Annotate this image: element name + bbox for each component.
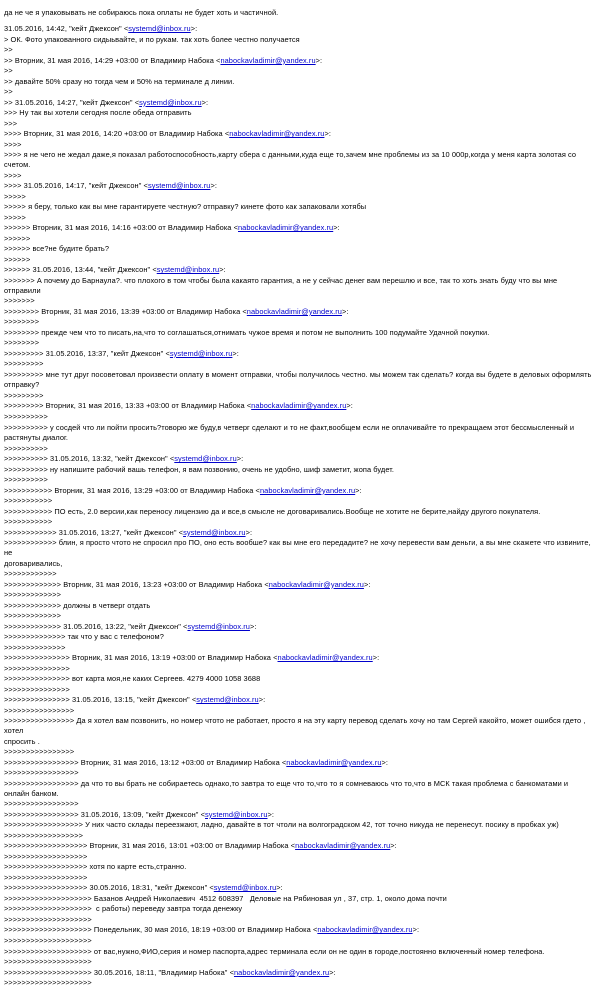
message-line: >>>>>>>>: [4, 317, 40, 327]
message-line: >> давайте 50% сразу но тогда чем и 50% на терминале д линии.: [4, 76, 235, 86]
email-address-link[interactable]: nabockavladimir@yandex.ru: [229, 129, 325, 139]
email-address-link[interactable]: nabockavladimir@yandex.ru: [238, 223, 334, 233]
email-address-link[interactable]: nabockavladimir@yandex.ru: [251, 401, 347, 411]
message-line: >>>>>>>>>>>>>>>>>>>>: [4, 914, 92, 924]
email-address-link[interactable]: systemd@inbox.ru: [139, 97, 202, 107]
quoted-header-line: >>>>>>>>>>>>>>>>>>>> Понедельник, 30 мая 2016, 18:19 +03:00 от Владимир Набока <nabockavladimir@yandex.ru>:: [4, 925, 420, 935]
quoted-header-line: >>>>>>>>> Вторник, 31 мая 2016, 13:33 +03:00 от Владимир Набока <nabockavladimir@yandex.ru>:: [4, 401, 353, 411]
message-line: >>>>>>>>>>>>>>>>>>: [4, 830, 84, 840]
message-line: >>>>>>>>>>>>>>>>>>>: [4, 872, 88, 882]
quoted-header-line: >>>>>>>>>>>>> 31.05.2016, 13:22, "кейт Джексон" <systemd@inbox.ru>:: [4, 621, 257, 631]
email-address-link[interactable]: nabockavladimir@yandex.ru: [295, 841, 391, 851]
message-line: >>>>>>>>>>>>>>>>: [4, 747, 75, 757]
message-line: >>>>>>>> прежде чем что то писать,на,что то соглашаться,отнимать чужое время и потом не выполнить 100 подумайте Удачной покупки.: [4, 327, 490, 337]
message-line: >>>>> я беру, только как вы мне гарантируете честную? отправку? кинете фото как запаковали хотябы: [4, 202, 367, 212]
message-line: >>>>>>>>>>>>>>>>> да что то вы брать не собираетесь однако,то завтра то еще что то,что то я сомневаюсь что то,что в МСК такая проблема с банкоматами и онлайн банком.: [4, 778, 571, 798]
message-line: >>>>>>>>>>: [4, 475, 48, 485]
email-address-link[interactable]: nabockavladimir@yandex.ru: [277, 653, 373, 663]
message-line: >>>>>>>>>>>>>>: [4, 642, 66, 652]
quoted-header-line: >>>>>>>>>>>>>>>>>>> Вторник, 31 мая 2016, 13:01 +03:00 от Владимир Набока <nabockavladimir@yandex.ru>:: [4, 841, 397, 851]
quoted-header-line: >>>>>>>>>> 31.05.2016, 13:32, "кейт Джексон" <systemd@inbox.ru>:: [4, 454, 244, 464]
message-line: >>>>>>>>>>>>>>>>>> У них часто склады переезжают, ладно, давайте в тот чтоли на волгоградском 42, тот точно никуда не перенесут. посику в пробках уж): [4, 820, 559, 830]
message-line: >>>>>> все?не будите брать?: [4, 244, 110, 254]
message-line: >>>>>>>>>> ну напишите рабочий вашь телефон, я вам позвонию, очень не удобно, шиф заметит, жопа будет.: [4, 464, 395, 474]
email-address-link[interactable]: nabockavladimir@yandex.ru: [286, 757, 382, 767]
message-line: >>>>>>>>>>>> блин, я просто чтото не спросил про ПО, оно есть вообше? как вы мне его передадите? не хочу перевести вам деньги, а вы мне скажете что извините, не: [4, 538, 593, 558]
message-line: >>>>>>>>>>>>>>>>>>>> от вас,нужно,ФИО,серия и номер паспорта,адрес терминала если он не один в городе,постоянно включенный номер телефона.: [4, 946, 545, 956]
message-line: >>>>>>>>>>>>>>>>>>>>: [4, 978, 92, 988]
message-line: >>>>>>>>>> у сосдей что ли пойти просить?товорю же буду,в четверг сделают и то не факт,вообщем если не оплачивайте то прекращаем этот бессмысленный и: [4, 422, 575, 432]
thread-body: [4, 8, 592, 989]
message-line: >>>>>>>>>>>>>>>>>>>>: [4, 936, 92, 945]
message-line: растянуты диалог.: [4, 433, 68, 443]
message-line: >>>>>>>>>>>>>>> вот карта моя,не каких Сергеев. 4279 4000 1058 3688: [4, 674, 261, 684]
quoted-header-line: >>>>>>>>>>>>> Вторник, 31 мая 2016, 13:23 +03:00 от Владимир Набока <nabockavladimir@yandex.ru>:: [4, 579, 371, 589]
message-line: >>>>>>>>>>>>: [4, 569, 57, 579]
message-line: >>>>>>>>>>>>>> так что у вас с телефоном?: [4, 632, 164, 642]
message-line: спросить .: [4, 736, 40, 746]
message-line: >>>>>>>>: [4, 338, 40, 348]
message-line: >>>>>>>>>>>>>>>> Да я хотел вам позвонить, но номер чтото не работает, просто я на эту карту перевод сделать хочу но там Сергей какойто, может ошибся гдето , хотел: [4, 716, 588, 736]
quoted-header-line: >>>>>>>>>>>> 31.05.2016, 13:27, "кейт Джексон" <systemd@inbox.ru>:: [4, 527, 253, 537]
email-address-link[interactable]: nabockavladimir@yandex.ru: [220, 55, 316, 65]
message-line: >>>>>>>>>>>>>>>>>>>> с работы) переведу завтра тогда денежку: [4, 904, 243, 914]
message-line: >>: [4, 87, 13, 97]
message-line: >>>>>>>>>>>>>>>>>: [4, 768, 79, 778]
message-line: >>>>>>>>>>: [4, 443, 48, 453]
message-line: > ОК. Фото упакованного сидыьвайте, и по рукам. так хоть более честно получается: [4, 34, 300, 44]
message-line: >>: [4, 66, 13, 76]
message-line: договаривались,: [4, 558, 63, 568]
message-line: >>>>>>>>> мне тут друг посоветовал произвести оплату в момент отправки, чтобы получилось честно. мы можем так сделать? когда вы будете в деловых оформлять: [4, 369, 592, 379]
quoted-header-line: >>>>>>>>> 31.05.2016, 13:37, "кейт Джексон" <systemd@inbox.ru>:: [4, 348, 239, 358]
email-address-link[interactable]: systemd@inbox.ru: [169, 348, 233, 358]
message-line: >>>>>>>>>>> ПО есть, 2.0 версии,как переносу лицензию да и все,в смысле не договаривались.Вообще не хотите не берите,найду другого покупателя.: [4, 506, 541, 516]
message-line: отправку?: [4, 380, 40, 390]
message-line: >>>>>>>: [4, 296, 35, 306]
quoted-header-line: >>>>>>>>>>>>>>>>> Вторник, 31 мая 2016, 13:12 +03:00 от Владимир Набока <nabockavladimir@yandex.ru>:: [4, 757, 389, 767]
quoted-header-line: >>>>>>>>>>>>>>> 31.05.2016, 13:15, "кейт Джексон" <systemd@inbox.ru>:: [4, 695, 266, 705]
message-line: >>: [4, 45, 13, 55]
message-line: >>>>>>>>>>>>> должны в четверг отдать: [4, 600, 151, 610]
message-line: >>>>>>>>>>>>>: [4, 590, 62, 600]
message-line: >>>>>>>>>>>>>: [4, 611, 62, 621]
email-address-link[interactable]: nabockavladimir@yandex.ru: [246, 306, 342, 316]
message-line: >>>: [4, 118, 18, 128]
email-address-link[interactable]: systemd@inbox.ru: [128, 24, 191, 34]
email-address-link[interactable]: nabockavladimir@yandex.ru: [259, 485, 356, 495]
message-line: >>>>>>>>>>>>>>>>>>> хотя по карте есть,странно.: [4, 862, 187, 872]
email-address-link[interactable]: nabockavladimir@yandex.ru: [317, 925, 413, 935]
message-line: да не че я упаковывать не собираюсь пока оплаты не будет хоть и частичной.: [4, 8, 279, 17]
message-line: >>>>>>: [4, 254, 31, 264]
quoted-header-line: >> Вторник, 31 мая 2016, 14:29 +03:00 от Владимир Набока <nabockavladimir@yandex.ru>:: [4, 55, 323, 65]
quoted-header-line: >>>>>>>>>>>>>>> Вторник, 31 мая 2016, 13:19 +03:00 от Владимир Набока <nabockavladimir@yandex.ru>:: [4, 653, 380, 663]
email-address-link[interactable]: systemd@inbox.ru: [174, 454, 237, 464]
email-address-link[interactable]: systemd@inbox.ru: [187, 621, 250, 631]
message-line: >>>>>>: [4, 233, 31, 243]
message-line: >>>>: [4, 139, 22, 149]
message-line: >>>>>>>>>>>>>>>>>: [4, 799, 79, 809]
email-address-link[interactable]: systemd@inbox.ru: [196, 695, 259, 705]
message-line: >>>>>>>>>>>>>>>: [4, 684, 70, 694]
message-line: >>>>>: [4, 212, 26, 222]
message-line: >>>>>>>>>>>>>>>: [4, 663, 70, 673]
message-line: >>>>: [4, 170, 22, 180]
quoted-header-line: >>>>>>>>>>> Вторник, 31 мая 2016, 13:29 +03:00 от Владимир Набока <nabockavladimir@yandex.ru>:: [4, 485, 362, 495]
email-address-link[interactable]: systemd@inbox.ru: [147, 181, 211, 191]
message-line: >>>>>>>>>>>>>>>>: [4, 705, 75, 715]
message-line: >>>>>>>>>: [4, 390, 44, 400]
message-line: >>>>>>>>>: [4, 359, 44, 369]
quoted-header-line: >>>> 31.05.2016, 14:17, "кейт Джексон" <systemd@inbox.ru>:: [4, 181, 217, 191]
email-address-link[interactable]: systemd@inbox.ru: [205, 809, 268, 819]
message-line: >>>>>>> А почему до Барнаула?. что плохого в том чтобы была какаято гарантия, а не у сейчас денег вам перешлю и все, так то хоть знать буду что вы мне отправили: [4, 275, 560, 295]
message-line: >>>>>>>>>>>>>>>>>>>>: [4, 957, 92, 967]
quoted-header-line: >>>>>>>>>>>>>>>>>>>> 30.05.2016, 18:11, "Владимир Набока" <nabockavladimir@yandex.ru>:: [4, 967, 336, 977]
email-address-link[interactable]: nabockavladimir@yandex.ru: [233, 967, 330, 977]
email-address-link[interactable]: systemd@inbox.ru: [183, 527, 246, 537]
email-address-link[interactable]: systemd@inbox.ru: [213, 883, 277, 893]
message-line: >>>>>>>>>>>: [4, 517, 53, 527]
email-address-link[interactable]: systemd@inbox.ru: [156, 265, 220, 275]
quoted-header-line: >>>>>>>> Вторник, 31 мая 2016, 13:39 +03:00 от Владимир Набока <nabockavladimir@yandex.ru>:: [4, 306, 349, 316]
message-line: >>> Ну так вы хотели сегодня после обеда отправить: [4, 108, 192, 118]
quoted-header-line: >>>> Вторник, 31 мая 2016, 14:20 +03:00 от Владимир Набока <nabockavladimir@yandex.ru>:: [4, 129, 331, 139]
message-line: >>>>>>>>>>>>>>>>>>>: [4, 851, 88, 861]
email-address-link[interactable]: nabockavladimir@yandex.ru: [268, 579, 364, 589]
quoted-header-line: >> 31.05.2016, 14:27, "кейт Джексон" <systemd@inbox.ru>:: [4, 97, 209, 107]
message-line: >>>>>>>>>>: [4, 412, 48, 421]
quoted-header-line: >>>>>> 31.05.2016, 13:44, "кейт Джексон" <systemd@inbox.ru>:: [4, 265, 226, 275]
quoted-header-line: >>>>>>>>>>>>>>>>>>> 30.05.2016, 18:31, "кейт Джексон" <systemd@inbox.ru>:: [4, 883, 283, 893]
quoted-header-line: >>>>>>>>>>>>>>>>> 31.05.2016, 13:09, "кейт Джексон" <systemd@inbox.ru>:: [4, 809, 275, 819]
quoted-header-line: >>>>>> Вторник, 31 мая 2016, 14:16 +03:00 от Владимир Набока <nabockavladimir@yandex.ru>:: [4, 223, 340, 233]
message-line: >>>>>>>>>>>: [4, 496, 53, 506]
quoted-header-line: 31.05.2016, 14:42, "кейт Джексон" <systemd@inbox.ru>:: [4, 24, 198, 34]
message-line: >>>>>>>>>>>>>>>>>>>> Базанов Андрей Николаевич 4512 608397 Деловые на Рябиновая ул , 37, стр. 1, около дома почти: [4, 893, 447, 903]
message-line: >>>> я не чего не жедал даже,я показал работоспособность,карту сбера с данными,куда еще то,зачем мне проблемы из за 10 000р,когда у меня карта золотая со счетом.: [4, 150, 579, 170]
message-line: >>>>>: [4, 191, 26, 201]
